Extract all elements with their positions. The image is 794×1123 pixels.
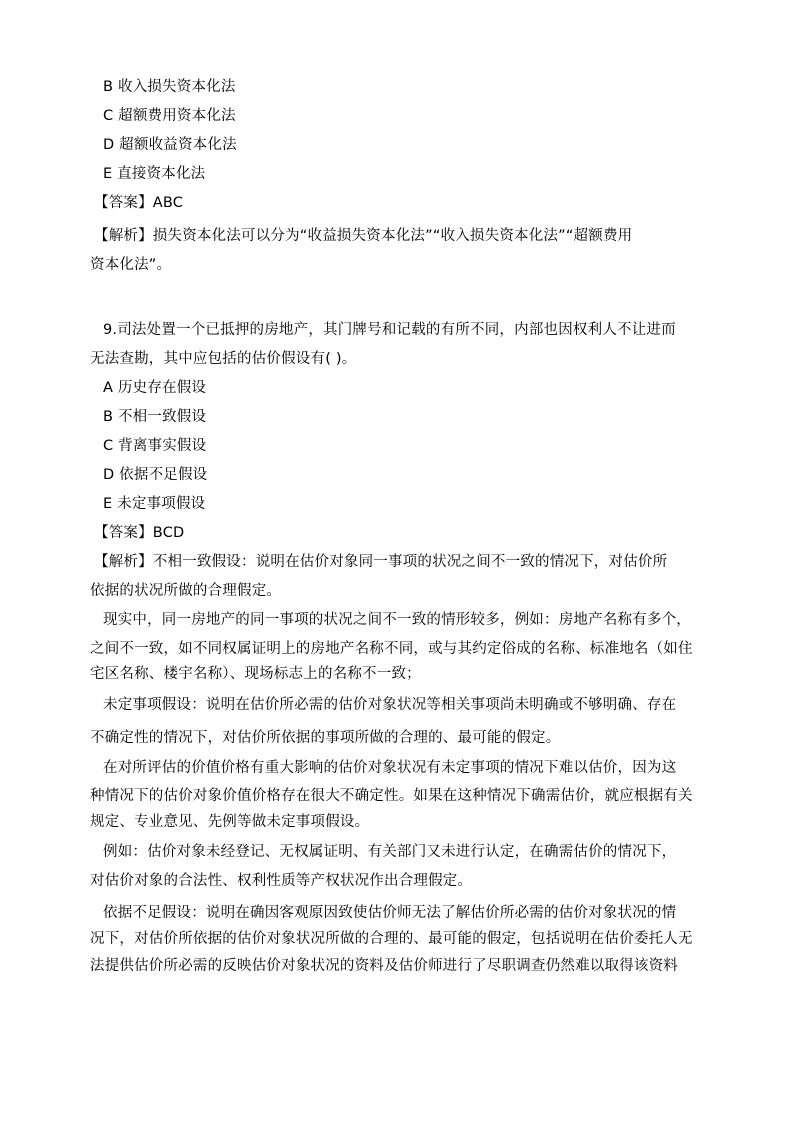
option-d-prev: D 超额收益资本化法	[103, 137, 237, 153]
option-a: A 历史存在假设	[103, 380, 207, 396]
analysis-p4-line1: 在对所评估的价值价格有重大影响的估价对象状况有未定事项的情况下难以估价，因为这	[103, 760, 677, 776]
option-e: E 未定事项假设	[103, 496, 206, 512]
option-b-prev: B 收入损失资本化法	[103, 79, 236, 95]
analysis-p2-line2: 之间不一致，如不同权属证明上的房地产名称不同，或与其约定俗成的名称、标准地名（如住	[90, 641, 693, 657]
option-c: C 背离事实假设	[103, 438, 207, 454]
option-d: D 依据不足假设	[103, 467, 208, 483]
analysis-p6-line3: 法提供估价所必需的反映估价对象状况的资料及估价师进行了尽职调查仍然难以取得该资料	[90, 958, 678, 974]
question-9-stem-line2: 无法查勘，其中应包括的估价假设有( )。	[90, 351, 357, 367]
analysis-p6-line1: 依据不足假设：说明在确因客观原因致使估价师无法了解估价所必需的估价对象状况的情	[103, 905, 677, 921]
question-9-stem-line1: 9.司法处置一个已抵押的房地产，其门牌号和记载的有所不同，内部也因权利人不让进而	[103, 322, 676, 338]
analysis-p4-line2: 种情况下的估价对象价值价格存在很大不确定性。如果在这种情况下确需估价，就应根据有关	[90, 788, 693, 804]
analysis-p5-line2: 对估价对象的合法性、权利性质等产权状况作出合理假定。	[90, 873, 473, 889]
analysis-p1-line1: 【解析】不相一致假设：说明在估价对象同一事项的状况之间不一致的情况下，对估价所	[94, 554, 668, 570]
analysis-p1-line2: 依据的状况所做的合理假定。	[90, 583, 282, 599]
analysis-p2-line3: 宅区名称、楼宇名称）、现场标志上的名称不一致；	[90, 666, 421, 682]
analysis-p5-line1: 例如：估价对象未经登记、无权属证明、有关部门又未进行认定，在确需估价的情况下，	[103, 844, 677, 860]
analysis-p4-line3: 规定、专业意见、先例等做未定事项假设。	[90, 814, 370, 830]
analysis-prev-line2: 资本化法”。	[90, 257, 172, 273]
option-e-prev: E 直接资本化法	[103, 166, 206, 182]
analysis-p2-line1: 现实中，同一房地产的同一事项的状况之间不一致的情形较多，例如：房地产名称有多个，	[103, 612, 691, 628]
answer: 【答案】BCD	[94, 525, 185, 541]
analysis-p3-line2: 不确定性的情况下，对估价所依据的事项所做的合理的、最可能的假定。	[90, 730, 561, 746]
answer-prev: 【答案】ABC	[94, 195, 184, 211]
option-b: B 不相一致假设	[103, 409, 207, 425]
analysis-p6-line2: 况下，对估价所依据的估价对象状况所做的合理的、最可能的假定，包括说明在估价委托人无	[90, 931, 693, 947]
option-c-prev: C 超额费用资本化法	[103, 108, 236, 124]
analysis-p3-line1: 未定事项假设：说明在估价所必需的估价对象状况等相关事项尚未明确或不够明确、存在	[103, 697, 677, 713]
analysis-prev-line1: 【解析】损失资本化法可以分为“收益损失资本化法”“收入损失资本化法”“超额费用	[94, 228, 633, 244]
